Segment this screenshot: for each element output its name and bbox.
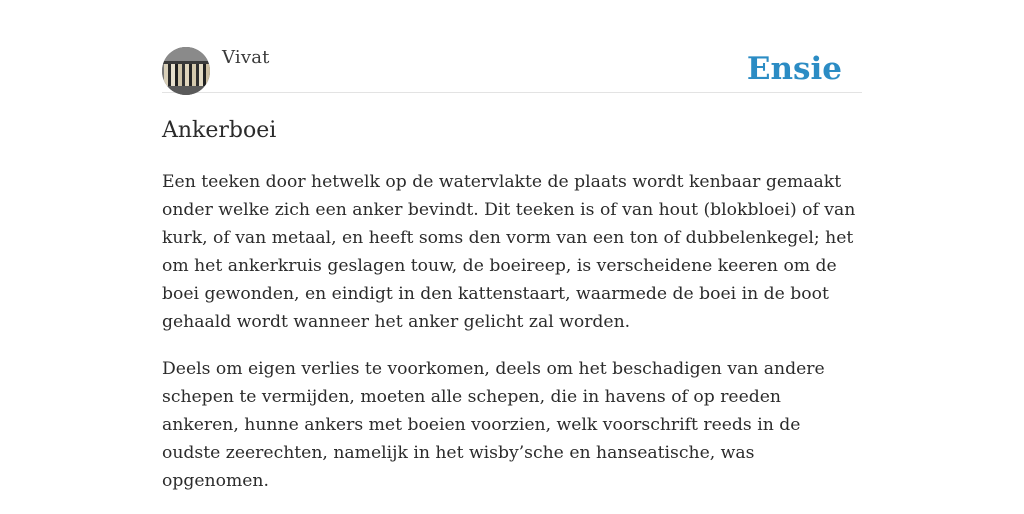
entry-body bbox=[162, 168, 862, 514]
author-name[interactable]: Vivat bbox=[222, 47, 270, 68]
entry-title: Ankerboei bbox=[162, 118, 277, 143]
entry-card bbox=[162, 0, 862, 512]
entry-paragraph: Een teeken door hetwelk op de watervlakte de plaats wordt kenbaar gemaakt onder welke zich een anker bevindt. Dit teeken is of van hout (blokbloei) of van kurk, of van metaal, en heeft soms den vorm van een ton of dubbelenkegel; het om het ankerkruis geslagen touw, de boeireep, is verscheidene keeren om de boei gewonden, en eindigt in den kattenstaart, waarmede de boei in de boot gehaald wordt wanneer het anker gelicht zal worden. bbox=[162, 172, 856, 332]
ensie-logo[interactable]: Ensie bbox=[746, 51, 842, 87]
entry-paragraph: Deels om eigen verlies te voorkomen, deels om het beschadigen van andere schepen te vermijden, moeten alle schepen, die in havens of op reeden ankeren, hunne ankers met boeien voorzien, welk voorschrift reeds in de oudste zeerechten, namelijk in het wisby’sche en hanseatische, was opgenomen. bbox=[162, 359, 825, 491]
bookshelf-avatar-icon bbox=[162, 47, 210, 95]
entry-header bbox=[162, 0, 862, 93]
author-avatar[interactable] bbox=[162, 47, 210, 95]
